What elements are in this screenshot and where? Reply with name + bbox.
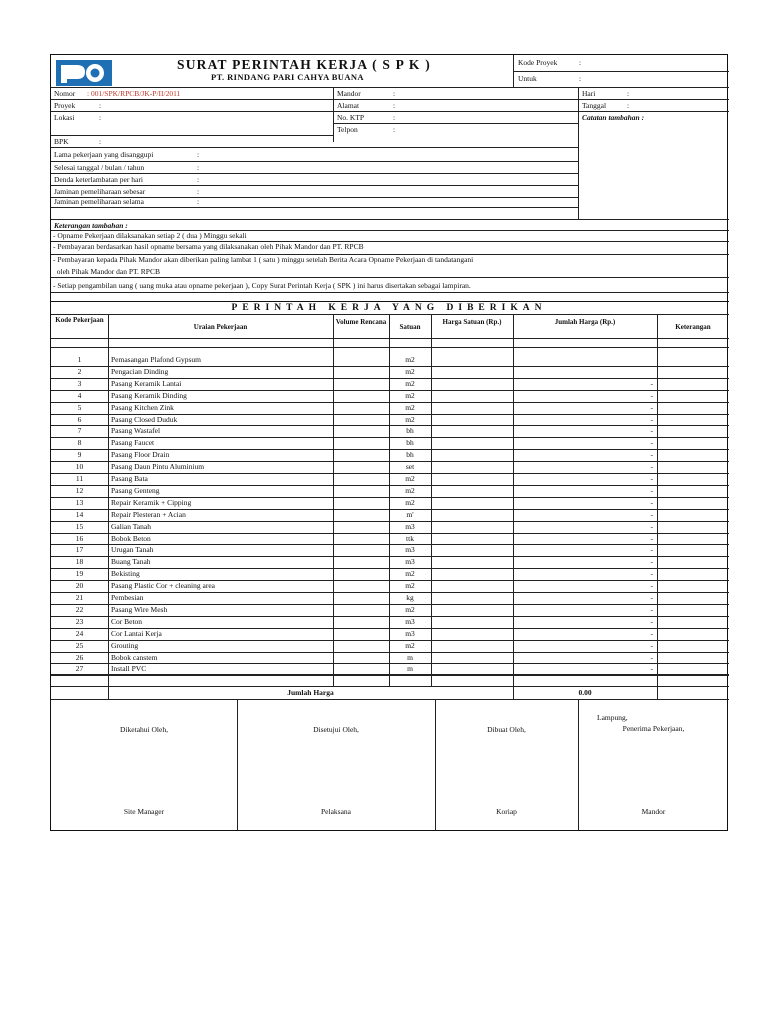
row-jumlah: -	[650, 378, 653, 388]
row-satuan: m	[407, 652, 413, 662]
row-uraian: Pasang Keramik Dinding	[111, 390, 187, 400]
row-jumlah: -	[650, 521, 653, 531]
tanggal-colon: :	[627, 101, 630, 110]
row-uraian: Pasang Bata	[111, 474, 148, 483]
sig-disetujui-label: Disetujui Oleh,	[313, 725, 359, 734]
row-jumlah: -	[650, 664, 653, 674]
alamat-label: Alamat	[337, 101, 360, 110]
row-uraian: Bobok Beton	[111, 533, 151, 543]
row-satuan: ttk	[406, 533, 414, 543]
note-line: - Setiap pengambilan uang ( uang muka atau opname pekerjaan ), Copy Surat Perintah Kerja ( SPK ) ini harus disertakan sebagai lampiran.	[53, 281, 471, 290]
jaminan-selama-colon: :	[197, 197, 200, 206]
total-label: Jumlah Harga	[287, 688, 334, 697]
notes-heading: Keterangan tambahan :	[54, 221, 128, 230]
col-volume-header: Volume Rencana	[335, 318, 387, 326]
row-uraian: Install PVC	[111, 664, 147, 674]
note-line: oleh Pihak Mandor dan PT. RPCB	[53, 267, 160, 276]
kode-proyek-label: Kode Proyek	[518, 58, 558, 67]
sig-dibuat-label: Dibuat Oleh,	[487, 725, 526, 734]
row-uraian: Cor Lantai Kerja	[111, 628, 162, 638]
row-uraian: Pemasangan Plafond Gypsum	[111, 355, 201, 364]
tanggal-label: Tanggal	[582, 101, 607, 110]
row-kode: 20	[75, 581, 84, 591]
selesai-colon: :	[197, 163, 200, 172]
row-jumlah: -	[650, 640, 653, 650]
row-satuan: m3	[405, 616, 415, 626]
row-jumlah: -	[650, 628, 653, 638]
bpk-label: BPK	[54, 137, 69, 146]
row-uraian: Galian Tanah	[111, 521, 151, 531]
row-satuan: bh	[406, 426, 414, 436]
row-satuan: m2	[405, 402, 415, 412]
table-banner: PERINTAH KERJA YANG DIBERIKAN	[231, 303, 547, 313]
row-satuan: kg	[406, 593, 414, 602]
row-kode: 13	[75, 497, 84, 507]
row-satuan: set	[405, 462, 415, 472]
mandor-label: Mandor	[337, 89, 361, 98]
denda-colon: :	[197, 175, 200, 184]
row-uraian: Pasang Genteng	[111, 485, 160, 495]
row-satuan: m2	[405, 485, 415, 495]
row-satuan: bh	[406, 438, 414, 448]
proyek-colon: :	[99, 101, 102, 110]
row-uraian: Pengacian Dinding	[111, 366, 169, 376]
row-kode: 11	[75, 474, 84, 483]
spk-document	[50, 54, 728, 831]
mandor-colon: :	[393, 89, 396, 98]
lokasi-colon: :	[99, 113, 102, 122]
row-jumlah: -	[650, 438, 653, 448]
sig-place: Lampung,	[597, 713, 628, 722]
note-line: - Pembayaran berdasarkan hasil opname bersama yang dilaksanakan oleh Pihak Mandor dan PT. RPCB	[53, 242, 364, 251]
row-satuan: m2	[405, 414, 415, 424]
row-satuan: m2	[405, 581, 415, 591]
company-name: PT. RINDANG PARI CAHYA BUANA	[211, 72, 364, 82]
row-satuan: m2	[405, 640, 415, 650]
row-satuan: m2	[405, 378, 415, 388]
row-jumlah: -	[650, 426, 653, 436]
row-uraian: Urugan Tanah	[111, 545, 154, 555]
row-uraian: Pasang Wire Mesh	[111, 604, 168, 614]
row-satuan: m3	[405, 557, 415, 567]
row-satuan: m2	[405, 366, 415, 376]
row-satuan: m3	[405, 521, 415, 531]
row-satuan: m	[407, 664, 413, 674]
row-uraian: Pasang Wastafel	[111, 426, 161, 436]
row-kode: 19	[75, 569, 84, 579]
nomor-label: Nomor	[54, 89, 76, 98]
row-jumlah: -	[650, 569, 653, 579]
row-kode: 24	[75, 628, 84, 638]
row-jumlah: -	[650, 533, 653, 543]
row-kode: 16	[75, 533, 84, 543]
denda-label: Denda keterlambatan per hari	[54, 175, 143, 184]
note-line: - Opname Pekerjaan dilaksanakan setiap 2 ( dua ) Minggu sekali	[53, 231, 247, 240]
row-jumlah: -	[650, 616, 653, 626]
row-kode: 27	[75, 664, 84, 674]
row-jumlah: -	[650, 450, 653, 460]
lama-colon: :	[197, 150, 200, 159]
nomor-value: : 001/SPK/RPCB/JK-P/II/2011	[87, 89, 181, 98]
row-kode: 9	[77, 450, 82, 460]
company-logo	[55, 59, 113, 87]
row-satuan: m2	[405, 474, 415, 483]
row-kode: 1	[77, 355, 82, 364]
row-kode: 17	[75, 545, 84, 555]
row-jumlah: -	[650, 390, 653, 400]
row-kode: 14	[75, 509, 84, 519]
row-jumlah: -	[650, 497, 653, 507]
proyek-label: Proyek	[54, 101, 76, 110]
row-uraian: Repair Plesteran + Acian	[111, 509, 186, 519]
row-jumlah: -	[650, 402, 653, 412]
sig-koriap: Koriap	[496, 807, 517, 816]
sig-pelaksana: Pelaksana	[321, 807, 351, 816]
row-kode: 3	[77, 378, 82, 388]
catatan-label: Catatan tambahan :	[582, 113, 645, 122]
row-satuan: m3	[405, 628, 415, 638]
row-kode: 8	[77, 438, 82, 448]
row-uraian: Pasang Keramik Lantai	[111, 378, 182, 388]
row-satuan: m2	[405, 569, 415, 579]
row-kode: 6	[77, 414, 82, 424]
untuk-colon: :	[579, 74, 582, 83]
row-satuan: m2	[405, 355, 415, 364]
jaminan-selama-label: Jaminan pemeliharaan selama	[54, 197, 144, 206]
row-kode: 7	[77, 426, 82, 436]
ktp-label: No. KTP	[337, 113, 365, 122]
row-uraian: Pasang Floor Drain	[111, 450, 170, 460]
lama-label: Lama pekerjaan yang disanggupi	[54, 150, 154, 159]
row-kode: 22	[75, 604, 84, 614]
col-keterangan-header: Keterangan	[675, 323, 711, 331]
col-uraian-header: Uraian Pekerjaan	[193, 323, 248, 331]
row-kode: 25	[75, 640, 84, 650]
row-kode: 12	[75, 485, 84, 495]
sig-diketahui-label: Diketahui Oleh,	[120, 725, 168, 734]
row-satuan: m'	[406, 509, 414, 519]
col-harga-header: Harga Satuan (Rp.)	[442, 318, 502, 326]
col-satuan-header: Satuan	[399, 323, 421, 331]
row-jumlah: -	[650, 485, 653, 495]
row-jumlah: -	[650, 545, 653, 555]
row-kode: 18	[75, 557, 84, 567]
row-jumlah: -	[650, 509, 653, 519]
row-uraian: Cor Beton	[111, 616, 143, 626]
row-jumlah: -	[650, 474, 653, 483]
row-jumlah: -	[650, 593, 653, 602]
row-uraian: Pasang Plastic Cor + cleaning area	[111, 581, 215, 591]
selesai-label: Selesai tanggal / bulan / tahun	[54, 163, 145, 172]
row-kode: 5	[77, 402, 82, 412]
row-satuan: bh	[406, 450, 414, 460]
row-uraian: Pasang Closed Duduk	[111, 414, 178, 424]
row-jumlah: -	[650, 414, 653, 424]
row-kode: 2	[77, 366, 82, 376]
row-kode: 21	[75, 593, 84, 602]
row-kode: 23	[75, 616, 84, 626]
note-line: - Pembayaran kepada Pihak Mandor akan diberikan paling lambat 1 ( satu ) minggu setelah Berita Acara Opname Pekerjaan di tandatangani	[53, 255, 474, 264]
row-uraian: Grouting	[111, 640, 139, 650]
sig-penerima-label: Penerima Pekerjaan,	[622, 724, 685, 733]
hari-colon: :	[627, 89, 630, 98]
untuk-label: Untuk	[518, 74, 537, 83]
row-satuan: m3	[405, 545, 415, 555]
row-jumlah: -	[650, 581, 653, 591]
kode-proyek-colon: :	[579, 58, 582, 67]
bpk-colon: :	[99, 137, 102, 146]
row-satuan: m2	[405, 604, 415, 614]
jaminan-sebesar-label: Jaminan pemeliharaan sebesar	[54, 187, 146, 196]
row-uraian: Pasang Faucet	[111, 438, 155, 448]
row-kode: 10	[75, 462, 84, 472]
row-jumlah: -	[650, 652, 653, 662]
row-jumlah: -	[650, 557, 653, 567]
row-satuan: m2	[405, 497, 415, 507]
col-kode-header: Kode Pekerjaan	[55, 316, 104, 324]
row-uraian: Bobok canstem	[111, 652, 158, 662]
total-value: 0.00	[578, 688, 592, 697]
lokasi-label: Lokasi	[54, 113, 75, 122]
row-uraian: Pasang Daun Pintu Aluminium	[111, 462, 205, 472]
row-uraian: Pembesian	[111, 593, 144, 602]
sig-site-manager: Site Manager	[123, 807, 165, 816]
row-kode: 26	[75, 652, 84, 662]
row-uraian: Pasang Kitchen Zink	[111, 402, 174, 412]
ktp-colon: :	[393, 113, 396, 122]
sig-mandor: Mandor	[641, 807, 666, 816]
row-kode: 15	[75, 521, 84, 531]
row-satuan: m2	[405, 390, 415, 400]
row-kode: 4	[77, 390, 82, 400]
row-uraian: Buang Tanah	[111, 557, 151, 567]
row-jumlah: -	[650, 604, 653, 614]
hari-label: Hari	[582, 89, 596, 98]
row-jumlah: -	[650, 462, 653, 472]
row-uraian: Bekisting	[111, 569, 140, 579]
telpon-colon: :	[393, 125, 396, 134]
telpon-label: Telpon	[337, 125, 358, 134]
row-uraian: Repair Keramik + Cipping	[111, 497, 192, 507]
col-jumlah-header: Jumlah Harga (Rp.)	[554, 318, 616, 326]
jaminan-sebesar-colon: :	[197, 187, 200, 196]
alamat-colon: :	[393, 101, 396, 110]
document-title: SURAT PERINTAH KERJA ( S P K )	[177, 57, 431, 72]
